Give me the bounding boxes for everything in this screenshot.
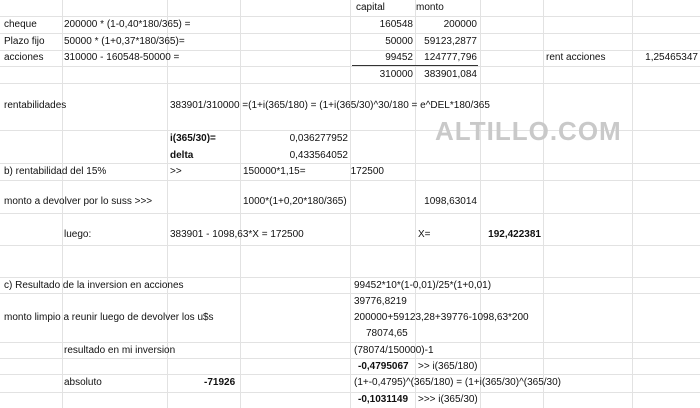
acciones-monto: 124777,796 <box>424 52 477 63</box>
cheque-capital: 160548 <box>379 19 413 30</box>
plazo-fijo-formula: 50000 * (1+0,37*180/365)= <box>64 36 185 47</box>
cheque-label: cheque <box>4 19 37 30</box>
total-capital: 310000 <box>379 69 413 80</box>
grid-row-line <box>0 245 700 246</box>
cheque-formula: 200000 * (1-0,40*180/365) = <box>64 19 191 30</box>
rent-acciones-value: 1,25465347 <box>645 52 698 63</box>
b-section-title: b) rentabilidad del 15% <box>4 166 107 177</box>
x-label: X= <box>418 229 431 240</box>
c-formula-2: 200000+59123,28+39776-1098,63*200 <box>354 312 529 323</box>
acciones-label: acciones <box>4 52 44 63</box>
grid-col-line <box>632 0 633 408</box>
acciones-formula: 310000 - 160548-50000 = <box>64 52 180 63</box>
plazo-fijo-capital: 50000 <box>385 36 413 47</box>
c-section-title: c) Resultado de la inversion en acciones <box>4 280 184 291</box>
c-value-1: 39776,8219 <box>354 296 407 307</box>
grid-row-line <box>0 83 700 84</box>
c-value-2: 78074,65 <box>366 328 408 339</box>
grid-row-line <box>0 50 700 51</box>
grid-row-line <box>0 213 700 214</box>
resultado-formula: (78074/150000)-1 <box>354 345 434 356</box>
monto-devolver-formula: 1000*(1+0,20*180/365) <box>243 196 347 207</box>
watermark: ALTILLO.COM <box>435 116 622 146</box>
grid-row-line <box>0 33 700 34</box>
grid-row-line <box>0 358 700 359</box>
grid-row-line <box>0 16 700 17</box>
b-calc: 150000*1,15= <box>243 166 306 177</box>
plazo-fijo-label: Plazo fijo <box>4 36 45 47</box>
monto-devolver-label: monto a devolver por lo suss >>> <box>4 196 153 207</box>
resultado-label: resultado en mi inversion <box>64 345 176 356</box>
delta-label: delta <box>170 150 194 161</box>
header-monto: monto <box>416 2 444 13</box>
i-label: i(365/30)= <box>170 133 216 144</box>
grid-row-line <box>0 163 700 164</box>
b-result: 172500 <box>350 166 384 177</box>
grid-col-line <box>543 0 544 408</box>
grid-row-line <box>0 277 700 278</box>
cheque-monto: 200000 <box>443 19 477 30</box>
rentabilidades-label: rentabilidades <box>4 100 67 111</box>
neg-note-1: >> i(365/180) <box>418 361 478 372</box>
grid-row-line <box>0 293 700 294</box>
delta-value: 0,433564052 <box>289 150 348 161</box>
luego-formula: 383901 - 1098,63*X = 172500 <box>170 229 304 240</box>
luego-label: luego: <box>64 229 92 240</box>
x-value: 192,422381 <box>488 229 541 240</box>
absoluto-value: -71926 <box>204 377 236 388</box>
neg-value-1: -0,4795067 <box>358 361 409 372</box>
grid-row-line <box>0 66 700 67</box>
acciones-capital: 99452 <box>385 52 413 63</box>
grid-col-line <box>480 0 481 408</box>
monto-devolver-value: 1098,63014 <box>424 196 477 207</box>
c-formula-1: 99452*10*(1-0,01)/25*(1+0,01) <box>354 280 492 291</box>
header-capital: capital <box>356 2 385 13</box>
grid-col-line <box>240 0 241 408</box>
c-formula-3: (1+-0,4795)^(365/180) = (1+i(365/30)^(365/30) <box>354 377 562 388</box>
total-monto: 383901,084 <box>424 69 477 80</box>
neg-note-2: >>> i(365/30) <box>418 394 478 405</box>
absoluto-label: absoluto <box>64 377 102 388</box>
grid-row-line <box>0 342 700 343</box>
i-value: 0,036277952 <box>289 133 348 144</box>
grid-row-line <box>0 180 700 181</box>
rentabilidades-formula: 383901/310000 =(1+i(365/180) = (1+i(365/30)^30/180 = e^DEL*180/365 <box>170 100 490 111</box>
grid-row-line <box>0 392 700 393</box>
neg-value-2: -0,1031149 <box>358 394 409 405</box>
plazo-fijo-monto: 59123,2877 <box>424 36 477 47</box>
b-arrow: >> <box>170 166 182 177</box>
grid-row-line <box>0 374 700 375</box>
sum-underline <box>352 65 478 66</box>
monto-limpio-label: monto limpio a reunir luego de devolver los u$s <box>4 312 214 323</box>
rent-acciones-label: rent acciones <box>546 52 606 63</box>
